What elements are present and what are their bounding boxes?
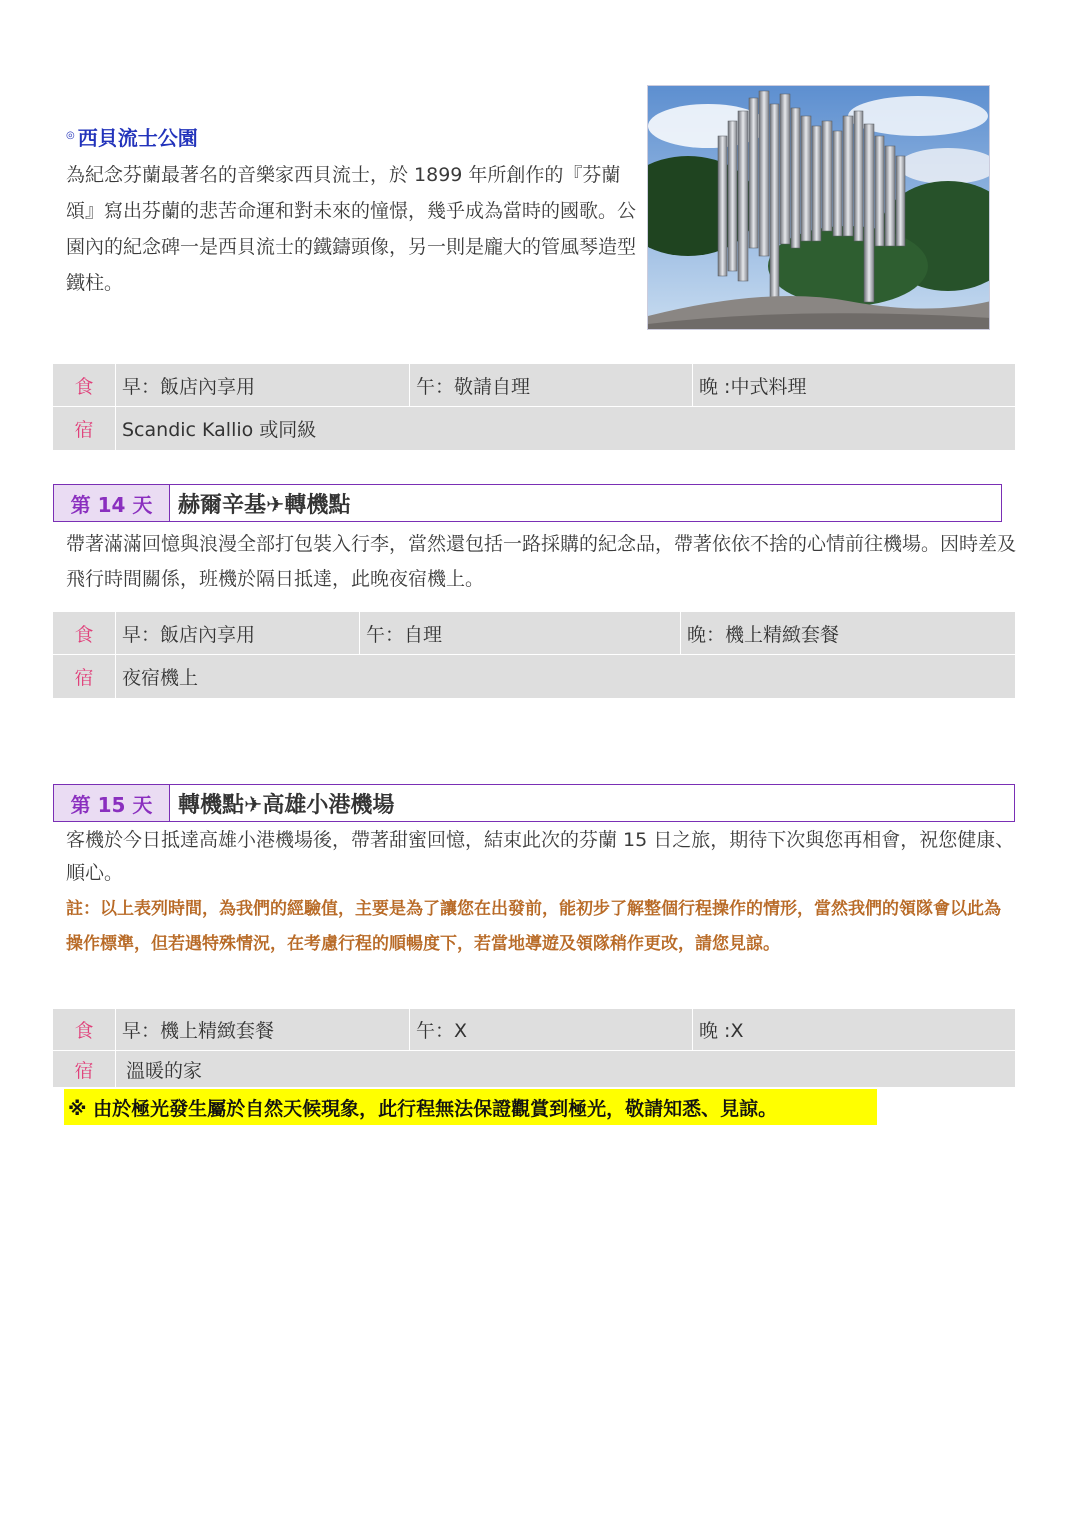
stay-cell: 夜宿機上 [122, 667, 199, 689]
day14-description: 帶著滿滿回憶與浪漫全部打包裝入行李，當然還包括一路採購的紀念品，帶著依依不捨的心情前往機場。因時差及飛行時間關係，班機於隔日抵達，此晚夜宿機上。 [66, 533, 1017, 590]
dinner-cell: 晚：機上精緻套餐 [687, 623, 840, 646]
day15-description: 客機於今日抵達高雄小港機場後，帶著甜蜜回憶，結束此次的芬蘭 15 日之旅，期待下次與您再相會，祝您健康、順心。 [66, 829, 1015, 884]
stay-row [53, 407, 1015, 450]
day15-header [53, 784, 1015, 822]
section-title-text: 西貝流士公園 [77, 126, 198, 150]
day-title: 轉機點✈高雄小港機場 [178, 792, 395, 818]
day14-meal-table [53, 612, 1015, 698]
stay-label: 宿 [53, 1051, 116, 1087]
sibelius-monument-photo [647, 85, 990, 330]
lunch-cell: 午：自理 [360, 612, 681, 654]
stay-cell: Scandic Kallio 或同級 [122, 419, 317, 441]
day13-meal-table [53, 364, 1015, 450]
itinerary-note: 註：以上表列時間，為我們的經驗值，主要是為了讓您在出發前，能初步了解整個行程操作的情形，當然我們的領隊會以此為操作標準，但若遇特殊情況，在考慮行程的順暢度下，若當地導遊及領隊稍作更改，請您見諒。 [66, 899, 1001, 954]
lunch-cell: 午：X [410, 1009, 693, 1050]
lunch-cell: 午：敬請自理 [410, 364, 693, 406]
day-title: 赫爾辛基✈轉機點 [178, 492, 351, 518]
meal-row [53, 1009, 1015, 1051]
stay-row [53, 655, 1015, 698]
day-number: 第 15 天 [54, 785, 170, 821]
day-number: 第 14 天 [54, 485, 170, 521]
section-description: 為紀念芬蘭最著名的音樂家西貝流士，於 1899 年所創作的『芬蘭頌』寫出芬蘭的悲苦命運和對未來的憧憬，幾乎成為當時的國歌。公園內的紀念碑一是西貝流士的鐵鑄頭像，另一則是龐大的管風琴造型鐵柱。 [66, 164, 637, 294]
stay-label: 宿 [53, 407, 116, 450]
day14-header [53, 484, 1002, 522]
stay-cell: 溫暖的家 [126, 1059, 203, 1082]
meal-label: 食 [53, 364, 116, 406]
breakfast-cell: 早：飯店內享用 [116, 612, 360, 654]
aurora-warning: ※ 由於極光發生屬於自然天候現象，此行程無法保證觀賞到極光，敬請知悉、見諒。 [64, 1089, 877, 1125]
breakfast-cell: 早：機上精緻套餐 [116, 1009, 410, 1050]
breakfast-cell: 早：飯店內享用 [116, 364, 410, 406]
section-title [66, 122, 636, 151]
stay-row [53, 1051, 1015, 1087]
meal-row [53, 612, 1015, 655]
bullet-icon: ◎ [66, 130, 75, 141]
dinner-cell: 晚 :中式料理 [699, 375, 807, 398]
meal-label: 食 [53, 1009, 116, 1050]
meal-row [53, 364, 1015, 407]
meal-label: 食 [53, 612, 116, 654]
day15-meal-table [53, 1009, 1015, 1087]
sibelius-park-section [66, 122, 636, 301]
stay-label: 宿 [53, 655, 116, 698]
dinner-cell: 晚 :X [699, 1020, 744, 1042]
